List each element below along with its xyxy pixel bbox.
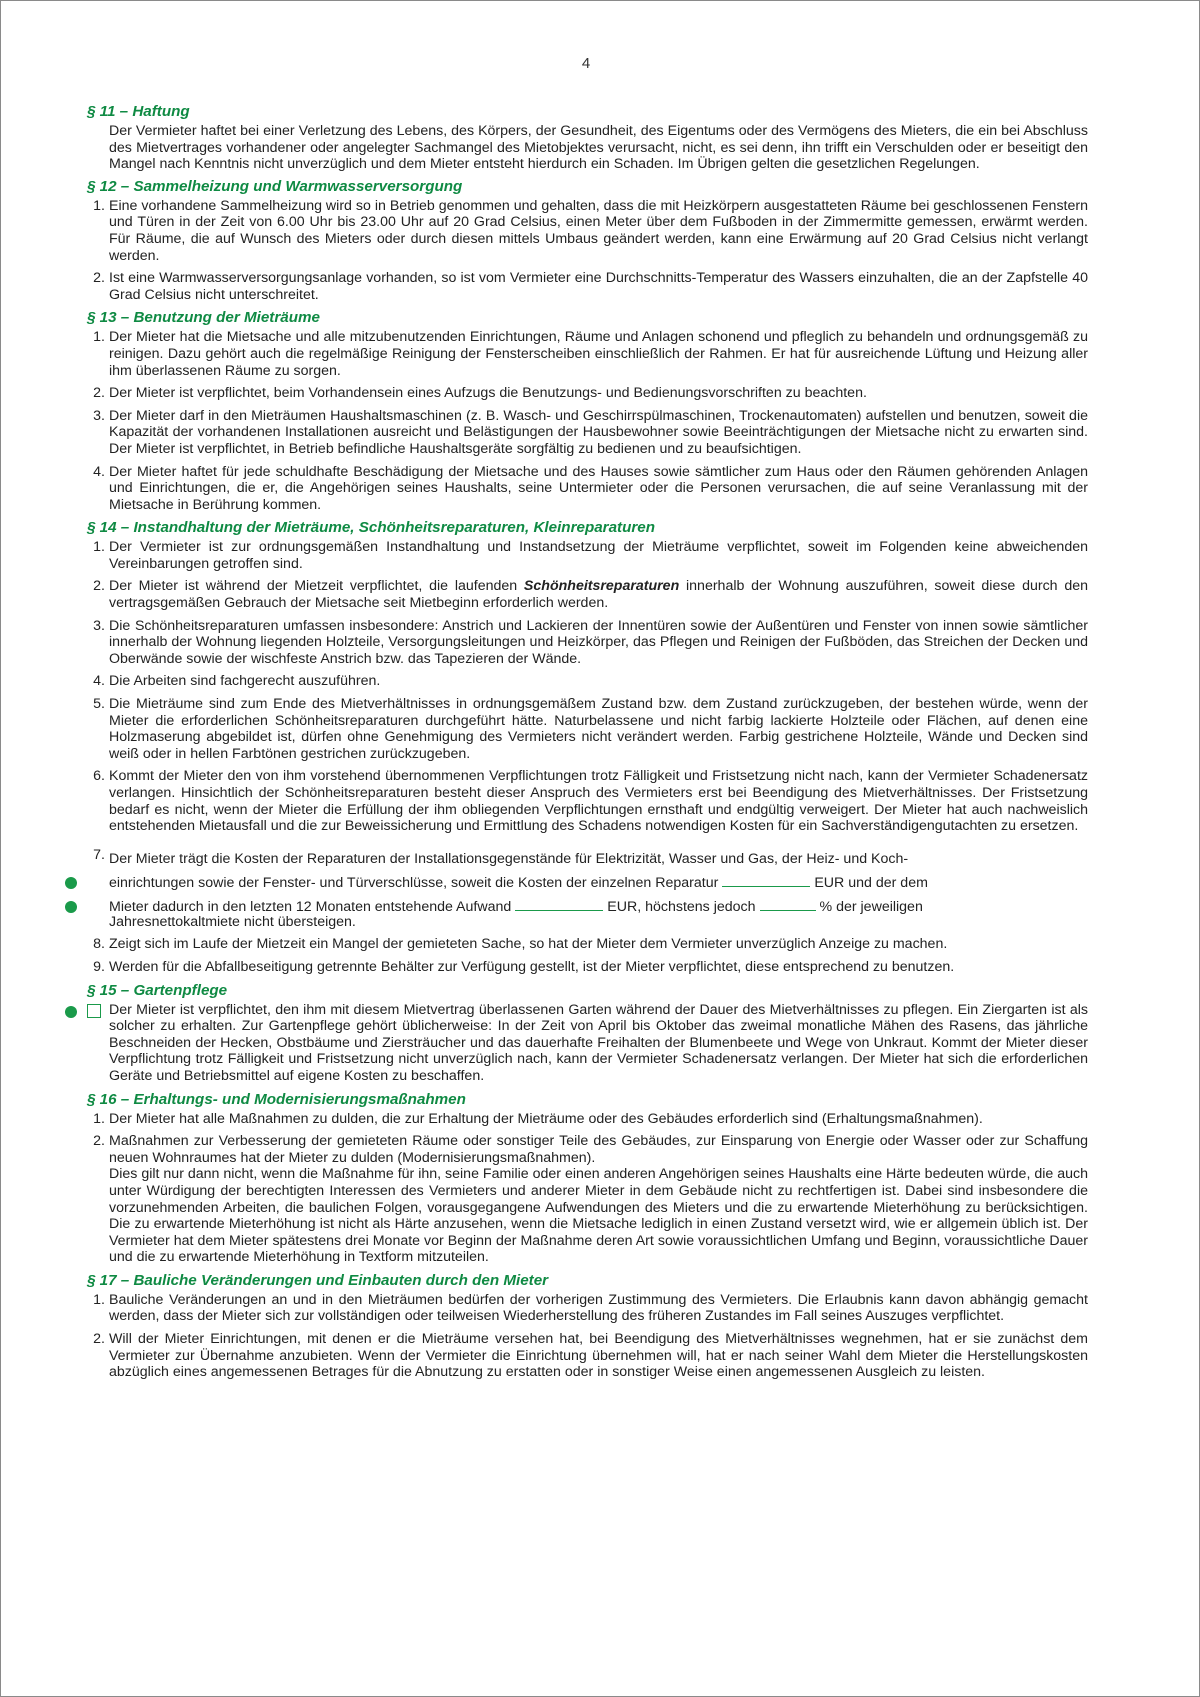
item-number: 2 . xyxy=(87,1133,107,1150)
section-heading: § 12 – Sammelheizung und Warmwasserversorgung xyxy=(87,177,463,195)
section-11 xyxy=(87,103,1088,173)
item-number: 1 . xyxy=(87,1292,107,1309)
section-14 xyxy=(87,519,1088,975)
list-item: 1 . Der Mieter hat die Mietsache und alle mitzubenutzenden Einrichtungen, Räume und Anlagen schonend und pfleglich zu behandeln und ordnungsgemäß zu reinigen. Dazu gehört auch die regelmäßige Reinigung der Fensterscheiben einschließlich der Rahmen. Er hat für ausreichende Lüftung und Heizung aller ihm überlassenen Räume zu sorgen. xyxy=(87,329,1088,379)
section-17 xyxy=(87,1272,1088,1381)
section-heading: § 17 – Bauliche Veränderungen und Einbauten durch den Mieter xyxy=(87,1271,549,1289)
garden-clause: Der Mieter ist verpflichtet, den ihm mit diesem Mietvertrag überlassenen Garten während der Dauer des Mietverhältnisses zu pflegen. Ein Ziergarten ist als solcher zu erhalten. Zur Gartenpflege gehört üblicherweise: In der Zeit von April bis Oktober das zweimal monatliche Mähen des Rasens, das jährliche Beschneiden der Hecken, Obstbäume und Ziersträucher und das dauerhafte Freihalten der Blumenbeete und Wege von Unkraut. Kommt der Mieter dieser Verpflichtung trotz Fälligkeit und Fristsetzung nicht unverzüglich nach, kann der Vermieter Schadenersatz verlangen. Der Mieter hat sich die erforderlichen Geräte und Betriebsmittel auf eigene Kosten zu beschaffen. xyxy=(87,1002,1088,1085)
section-heading: § 16 – Erhaltungs- und Modernisierungsmaßnahmen xyxy=(87,1090,466,1108)
list-item: 4 . Die Arbeiten sind fachgerecht auszuführen. xyxy=(87,673,1088,690)
section-15 xyxy=(87,982,1088,1085)
item-number: 5 . xyxy=(87,696,107,713)
section-text: Der Vermieter haftet bei einer Verletzung des Lebens, des Körpers, der Gesundheit, des Eigentums oder des Vermögens des Mieters, die ein bei Abschluss des Mietvertrages vorhandener oder angelegter Sachmangel des Mietobjektes verursacht, nicht, es sei denn, ihn trifft ein Verschulden oder er beseitigt den Mangel nach Kenntnis nicht unverzüglich und dem Mieter entsteht hierdurch ein Schaden. Im Übrigen gelten die gesetzlichen Regelungen. xyxy=(109,123,1088,173)
option-marker-icon xyxy=(65,901,77,913)
percent-limit-field[interactable] xyxy=(760,898,816,911)
list-item: 6 . Kommt der Mieter den von ihm vorstehend übernommenen Verpflichtungen trotz Fälligkeit und Fristsetzung nicht nach, kann der Vermieter Schadenersatz verlangen. Hinsichtlich der Schönheitsreparaturen besteht dieser Anspruch des Vermieters erst bei Beendigung des Mietverhältnisses. Der Fristsetzung bedarf es nicht, wenn der Mieter die Erfüllung der ihm obliegenden Verpflichtungen ernsthaft und endgültig verweigert. Der Mieter hat auch nachweislich entstehenden Mietausfall und die zur Beweissicherung und Ermittlung des Schadens notwendigen Kosten für ein Sachverständigengutachten zu ersetzen. xyxy=(87,768,1088,834)
item-number: 3 . xyxy=(87,408,107,425)
option-marker-icon xyxy=(65,1006,77,1018)
section-heading: § 15 – Gartenpflege xyxy=(87,981,228,999)
section-heading: § 14 – Instandhaltung der Mieträume, Schönheitsreparaturen, Kleinreparaturen xyxy=(87,519,655,537)
item-number: 7 . xyxy=(87,847,107,864)
item-number: 6 . xyxy=(87,768,107,785)
garden-care-checkbox[interactable] xyxy=(87,1004,101,1018)
emphasis-term: Schönheitsreparaturen xyxy=(523,578,680,595)
item-number: 3 . xyxy=(87,618,107,635)
item-number: 1 . xyxy=(87,198,107,215)
annual-cost-limit-field[interactable] xyxy=(515,898,603,911)
list-item: 1 . Der Vermieter ist zur ordnungsgemäßen Instandhaltung und Instandsetzung der Mieträume verpflichtet, soweit im Folgenden keine abweichenden Vereinbarungen getroffen sind. xyxy=(87,539,1088,572)
list-item: 2 . Ist eine Warmwasserversorgungsanlage vorhanden, so ist vom Vermieter eine Durchschnitts-Temperatur des Wassers einzuhalten, die an der Zapfstelle 40 Grad Celsius nicht unterschreitet. xyxy=(87,270,1088,303)
list-item: 1 . Der Mieter hat alle Maßnahmen zu dulden, die zur Erhaltung der Mieträume oder des Gebäudes erforderlich sind (Erhaltungsmaßnahmen). xyxy=(87,1111,1088,1128)
item-number: 9 . xyxy=(87,959,107,976)
option-marker-icon xyxy=(65,877,77,889)
list-item: 2 . Will der Mieter Einrichtungen, mit denen er die Mieträume versehen hat, bei Beendigung des Mietverhältnisses wegnehmen, hat er sie zunächst dem Vermieter zur Übernahme anzubieten. Wenn der Vermieter die Einrichtung übernehmen will, hat er nach seiner Wahl dem Mieter die Herstellungskosten abzüglich eines angemessenen Betrages für die Abnutzung zu erstatten oder in sonstiger Weise einen angemessenen Ausgleich zu leisten. xyxy=(87,1331,1088,1381)
max-repair-cost-field[interactable] xyxy=(722,874,810,887)
section-heading: § 11 – Haftung xyxy=(87,103,190,120)
list-item: 2 . Der Mieter ist verpflichtet, beim Vorhandensein eines Aufzugs die Benutzungs- und Bedienungsvorschriften zu beachten. xyxy=(87,385,1088,402)
list-item: 9 . Werden für die Abfallbeseitigung getrennte Behälter zur Verfügung gestellt, ist der Mieter verpflichtet, diese entsprechend zu benutzen. xyxy=(87,959,1088,976)
item-number: 1 . xyxy=(87,329,107,346)
list-item: 1 . Eine vorhandene Sammelheizung wird so in Betrieb genommen und gehalten, dass die mit Heizkörpern ausgestatteten Räume bei geschlossenen Fenstern und Türen in der Zeit von 6.00 Uhr bis 23.00 Uhr auf 20 Grad Celsius, einen Meter über dem Fußboden in der Zimmermitte gemessen, erwärmt werden. Für Räume, die auf Wunsch des Mieters oder durch diesen mittels Umbaus geändert werden, kann eine Erwärmung auf 20 Grad Celsius nicht verlangt werden. xyxy=(87,198,1088,264)
list-item: 4 . Der Mieter haftet für jede schuldhafte Beschädigung der Mietsache und des Hauses sowie sämtlicher zum Haus oder den Räumen gehörenden Anlagen und Einrichtungen, die er, die Angehörigen seines Haushalts, seine Untermieter oder die Personen verursachen, die auf seine Veranlassung mit der Mietsache in Berührung kommen. xyxy=(87,464,1088,514)
section-heading: § 13 – Benutzung der Mieträume xyxy=(87,309,320,327)
list-item: 5 . Die Mieträume sind zum Ende des Mietverhältnisses in ordnungsgemäßem Zustand bzw. dem Zustand zurückzugeben, der bestehen würde, wenn der Mieter die erforderlichen Schönheitsreparaturen durchgeführt hätte. Naturbelassene und nicht farbig lackierte Holzteile oder Flächen, auf denen eine Holzmaserung abgebildet ist, dürfen ohne Genehmigung des Vermieters nicht verändert werden. Farbig gestrichene Holzteile, Wände und Decken sind weiß oder in hellen Farbtönen gestrichen zurückzugeben. xyxy=(87,696,1088,762)
list-item: 8 . Zeigt sich im Laufe der Mietzeit ein Mangel der gemieteten Sache, so hat der Mieter dem Vermieter unverzüglich Anzeige zu machen. xyxy=(87,936,1088,953)
item-number: 8 . xyxy=(87,936,107,953)
item-number: 1 . xyxy=(87,539,107,556)
item-number: 4 . xyxy=(87,464,107,481)
page-number: 4 xyxy=(581,55,591,72)
list-item: 3 . Der Mieter darf in den Mieträumen Haushaltsmaschinen (z. B. Wasch- und Geschirrspülmaschinen, Trockenautomaten) aufstellen und benutzen, soweit die Kapazität der vorhandenen Installationen ausreicht und Belästigungen der Hausbewohner sowie Beeinträchtigungen der Mietsache nicht zu erwarten sind. Der Mieter ist verpflichtet, in Betrieb befindliche Haushaltsgeräte sorgfältig zu bedienen und zu beaufsichtigen. xyxy=(87,408,1088,458)
section-12 xyxy=(87,178,1088,304)
section-16 xyxy=(87,1091,1088,1266)
item-number: 2 . xyxy=(87,270,107,287)
item-number: 1 . xyxy=(87,1111,107,1128)
list-item: 3 . Die Schönheitsreparaturen umfassen insbesondere: Anstrich und Lackieren der Innentüren sowie der Außentüren und Fenster von innen sowie sämtlicher innerhalb der Wohnung liegenden Holzteile, Versorgungsleitungen und Heizkörper, das Pflegen und Reinigen der Fußböden, das Streichen der Decken und Oberwände sowie der wischfeste Anstrich bzw. das Tapezieren der Wände. xyxy=(87,618,1088,668)
list-item: 2 . Der Mieter ist während der Mietzeit verpflichtet, die laufenden Schönheitsreparaturen innerhalb der Wohnung auszuführen, soweit diese durch den vertragsgemäßen Gebrauch der Mietsache seit Mietbeginn erforderlich werden. xyxy=(87,578,1088,611)
item-number: 2 . xyxy=(87,1331,107,1348)
section-13 xyxy=(87,309,1088,513)
item-number: 4 . xyxy=(87,673,107,690)
contract-body xyxy=(87,103,1088,1387)
item-number: 2 . xyxy=(87,578,107,595)
list-item: 1 . Bauliche Veränderungen an und in den Mieträumen bedürfen der vorherigen Zustimmung des Vermieters. Die Erlaubnis kann davon abhängig gemacht werden, dass der Mieter sich zur vollständigen oder teilweisen Wiederherstellung des früheren Zustandes im Fall seines Auszuges verpflichtet. xyxy=(87,1292,1088,1325)
list-item: 2 . Maßnahmen zur Verbesserung der gemieteten Räume oder sonstiger Teile des Gebäudes, zur Einsparung von Energie oder Wasser oder zur Schaffung neuen Wohnraumes hat der Mieter zu dulden (Modernisierungsmaßnahmen). Dies gilt nur dann nicht, wenn die Maßnahme für ihn, seine Familie oder einen anderen Angehörigen seines Haushalts eine Härte bedeuten würde, die auch unter Würdigung der berechtigten Interessen des Vermieters und anderer Mieter in dem Gebäude nicht zu rechtfertigen ist. Dabei sind insbesondere die vorzunehmenden Arbeiten, die baulichen Folgen, vorausgegangene Aufwendungen des Mieters und die zu erwartende Mieterhöhung zu berücksichtigen. Die zu erwartende Mieterhöhung ist nicht als Härte anzusehen, wenn die Mietsache lediglich in einen Zustand versetzt wird, wie er allgemein üblich ist. Der Vermieter hat dem Mieter spätestens drei Monate vor Beginn der Maßnahme deren Art sowie voraussichtlichen Umfang und Beginn, voraussichtliche Dauer und die zu erwartende Mieterhöhung in Textform mitzuteilen. xyxy=(87,1133,1088,1266)
item-number: 2 . xyxy=(87,385,107,402)
list-item-repair-costs: 7 . Der Mieter trägt die Kosten der Reparaturen der Installationsgegenstände für Elektrizität, Wasser und Gas, der Heiz- und Koch- einrichtungen sowie der Fenster- und Türverschlüsse, soweit die Kosten der einzelnen Reparatur EUR und der dem Mieter dadurch in den letzten 12 Monaten entstehende Aufwand EUR, höchstens jedoch % der jeweiligen Jahresnettokaltmiete nicht übersteigen. xyxy=(87,847,1088,931)
